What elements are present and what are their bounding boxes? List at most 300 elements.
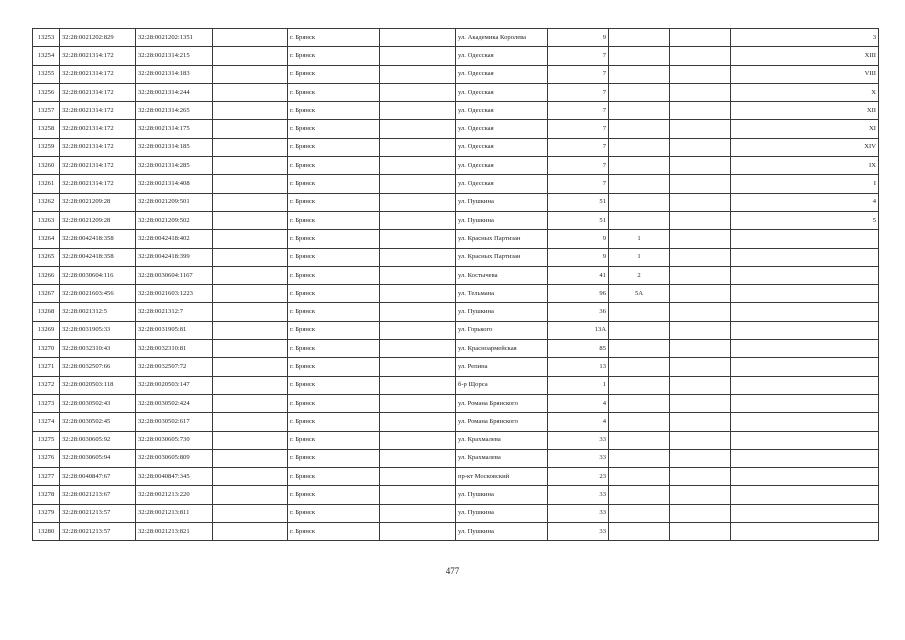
street-cell: ул. Одесская [456,102,548,120]
house-number-cell: 51 [548,193,609,211]
house-number-cell: 36 [548,303,609,321]
city-cell: г. Брянск [288,248,380,266]
city-cell: г. Брянск [288,102,380,120]
empty-cell [380,394,456,412]
empty-cell [670,175,731,193]
building-cell [609,83,670,101]
empty-cell [213,266,288,284]
object-number-cell: 32:28:0021314:265 [136,102,213,120]
building-cell [609,358,670,376]
apartment-cell [731,449,879,467]
apartment-cell: XIV [731,138,879,156]
apartment-cell [731,468,879,486]
table-row [33,413,879,431]
empty-cell [213,120,288,138]
object-number-cell: 32:28:0032507:72 [136,358,213,376]
empty-cell [213,83,288,101]
city-cell: г. Брянск [288,47,380,65]
building-cell [609,449,670,467]
apartment-cell: 4 [731,193,879,211]
empty-cell [670,321,731,339]
apartment-cell: IX [731,157,879,175]
parcel-number-cell: 32:28:0021213:57 [60,523,136,541]
street-cell: ул. Тельмана [456,285,548,303]
apartment-cell [731,413,879,431]
building-cell [609,321,670,339]
row-number-cell: 13268 [33,303,60,321]
row-number-cell: 13271 [33,358,60,376]
empty-cell [670,193,731,211]
house-number-cell: 7 [548,83,609,101]
table-body [33,29,879,541]
parcel-number-cell: 32:28:0042418:358 [60,230,136,248]
object-number-cell: 32:28:0042418:399 [136,248,213,266]
building-cell [609,523,670,541]
row-number-cell: 13274 [33,413,60,431]
empty-cell [670,248,731,266]
parcel-number-cell: 32:28:0021209:28 [60,193,136,211]
table-row [33,193,879,211]
table-row [33,138,879,156]
parcel-number-cell: 32:28:0030604:116 [60,266,136,284]
empty-cell [380,157,456,175]
table-row [33,486,879,504]
building-cell [609,468,670,486]
building-cell [609,193,670,211]
row-number-cell: 13270 [33,340,60,358]
empty-cell [670,303,731,321]
table-row [33,468,879,486]
house-number-cell: 33 [548,486,609,504]
building-cell: 5А [609,285,670,303]
row-number-cell: 13276 [33,449,60,467]
parcel-number-cell: 32:28:0021312:5 [60,303,136,321]
empty-cell [213,102,288,120]
apartment-cell: XIII [731,47,879,65]
street-cell: ул. Пушкина [456,486,548,504]
building-cell [609,211,670,229]
object-number-cell: 32:28:0021312:7 [136,303,213,321]
object-number-cell: 32:28:0021314:408 [136,175,213,193]
apartment-cell: I [731,175,879,193]
parcel-number-cell: 32:28:0021314:172 [60,65,136,83]
object-number-cell: 32:28:0020503:147 [136,376,213,394]
empty-cell [380,523,456,541]
empty-cell [380,285,456,303]
table-row [33,157,879,175]
row-number-cell: 13266 [33,266,60,284]
object-number-cell: 32:28:0021202:1351 [136,29,213,47]
street-cell: ул. Красных Партизан [456,248,548,266]
street-cell: ул. Крахмалева [456,449,548,467]
table-row [33,230,879,248]
house-number-cell: 23 [548,468,609,486]
empty-cell [213,376,288,394]
object-number-cell: 32:28:0021603:1223 [136,285,213,303]
building-cell [609,157,670,175]
parcel-number-cell: 32:28:0020503:118 [60,376,136,394]
street-cell: ул. Одесская [456,83,548,101]
parcel-number-cell: 32:28:0021213:57 [60,504,136,522]
house-number-cell: 7 [548,120,609,138]
empty-cell [213,47,288,65]
table-row [33,65,879,83]
row-number-cell: 13263 [33,211,60,229]
city-cell: г. Брянск [288,120,380,138]
table-row [33,248,879,266]
empty-cell [380,175,456,193]
empty-cell [213,175,288,193]
street-cell: б-р Щорса [456,376,548,394]
parcel-number-cell: 32:28:0040847:67 [60,468,136,486]
building-cell [609,120,670,138]
empty-cell [213,358,288,376]
street-cell: ул. Одесская [456,138,548,156]
empty-cell [670,468,731,486]
row-number-cell: 13258 [33,120,60,138]
building-cell [609,340,670,358]
apartment-cell [731,266,879,284]
empty-cell [380,230,456,248]
apartment-cell [731,285,879,303]
empty-cell [213,138,288,156]
building-cell [609,431,670,449]
empty-cell [213,340,288,358]
city-cell: г. Брянск [288,340,380,358]
building-cell [609,102,670,120]
house-number-cell: 1 [548,376,609,394]
object-number-cell: 32:28:0021314:183 [136,65,213,83]
building-cell: 2 [609,266,670,284]
row-number-cell: 13253 [33,29,60,47]
house-number-cell: 51 [548,211,609,229]
street-cell: ул. Костычева [456,266,548,284]
row-number-cell: 13267 [33,285,60,303]
street-cell: ул. Пушкина [456,211,548,229]
house-number-cell: 33 [548,449,609,467]
building-cell: 1 [609,230,670,248]
object-number-cell: 32:28:0030604:1167 [136,266,213,284]
row-number-cell: 13273 [33,394,60,412]
empty-cell [380,83,456,101]
building-cell [609,303,670,321]
apartment-cell: XII [731,102,879,120]
empty-cell [380,431,456,449]
apartment-cell [731,303,879,321]
street-cell: ул. Красных Партизан [456,230,548,248]
table-row [33,120,879,138]
city-cell: г. Брянск [288,486,380,504]
empty-cell [670,449,731,467]
table-row [33,523,879,541]
apartment-cell: XI [731,120,879,138]
empty-cell [670,29,731,47]
table-row [33,394,879,412]
house-number-cell: 7 [548,157,609,175]
building-cell [609,376,670,394]
table-row [33,321,879,339]
empty-cell [380,47,456,65]
parcel-number-cell: 32:28:0021213:67 [60,486,136,504]
empty-cell [380,303,456,321]
empty-cell [670,413,731,431]
street-cell: ул. Академика Королева [456,29,548,47]
city-cell: г. Брянск [288,211,380,229]
city-cell: г. Брянск [288,138,380,156]
row-number-cell: 13269 [33,321,60,339]
table-row [33,449,879,467]
row-number-cell: 13277 [33,468,60,486]
empty-cell [670,523,731,541]
apartment-cell: VIII [731,65,879,83]
apartment-cell [731,523,879,541]
apartment-cell: 5 [731,211,879,229]
building-cell [609,486,670,504]
city-cell: г. Брянск [288,376,380,394]
parcel-number-cell: 32:28:0021314:172 [60,102,136,120]
empty-cell [670,157,731,175]
empty-cell [380,65,456,83]
empty-cell [213,486,288,504]
empty-cell [670,358,731,376]
parcel-number-cell: 32:28:0021314:172 [60,83,136,101]
house-number-cell: 13А [548,321,609,339]
city-cell: г. Брянск [288,157,380,175]
city-cell: г. Брянск [288,321,380,339]
row-number-cell: 13255 [33,65,60,83]
city-cell: г. Брянск [288,358,380,376]
house-number-cell: 9 [548,29,609,47]
city-cell: г. Брянск [288,468,380,486]
parcel-number-cell: 32:28:0042418:358 [60,248,136,266]
object-number-cell: 32:28:0030605:730 [136,431,213,449]
apartment-cell [731,431,879,449]
object-number-cell: 32:28:0030502:617 [136,413,213,431]
row-number-cell: 13265 [33,248,60,266]
empty-cell [213,431,288,449]
row-number-cell: 13278 [33,486,60,504]
object-number-cell: 32:28:0032310:81 [136,340,213,358]
empty-cell [380,211,456,229]
empty-cell [670,211,731,229]
building-cell [609,175,670,193]
parcel-number-cell: 32:28:0021314:172 [60,120,136,138]
apartment-cell [731,248,879,266]
empty-cell [380,102,456,120]
row-number-cell: 13272 [33,376,60,394]
table-row [33,303,879,321]
object-number-cell: 32:28:0021314:175 [136,120,213,138]
empty-cell [380,248,456,266]
table-row [33,211,879,229]
empty-cell [213,504,288,522]
empty-cell [380,340,456,358]
table-row [33,358,879,376]
row-number-cell: 13256 [33,83,60,101]
table-row [33,431,879,449]
house-number-cell: 9 [548,248,609,266]
apartment-cell [731,504,879,522]
house-number-cell: 85 [548,340,609,358]
apartment-cell: X [731,83,879,101]
parcel-number-cell: 32:28:0021314:172 [60,138,136,156]
parcel-number-cell: 32:28:0030502:43 [60,394,136,412]
building-cell: 1 [609,248,670,266]
object-number-cell: 32:28:0031905:81 [136,321,213,339]
object-number-cell: 32:28:0021314:215 [136,47,213,65]
empty-cell [670,431,731,449]
empty-cell [670,65,731,83]
street-cell: ул. Красноармейская [456,340,548,358]
empty-cell [670,340,731,358]
house-number-cell: 7 [548,138,609,156]
parcel-number-cell: 32:28:0030605:92 [60,431,136,449]
object-number-cell: 32:28:0040847:345 [136,468,213,486]
street-cell: ул. Крахмалева [456,431,548,449]
empty-cell [380,504,456,522]
empty-cell [670,504,731,522]
empty-cell [380,193,456,211]
empty-cell [670,376,731,394]
building-cell [609,394,670,412]
page-number: 477 [445,566,460,576]
empty-cell [213,193,288,211]
empty-cell [213,413,288,431]
building-cell [609,29,670,47]
parcel-number-cell: 32:28:0021209:28 [60,211,136,229]
empty-cell [670,486,731,504]
table-row [33,83,879,101]
city-cell: г. Брянск [288,303,380,321]
empty-cell [213,157,288,175]
empty-cell [380,120,456,138]
table-row [33,266,879,284]
street-cell: ул. Одесская [456,65,548,83]
house-number-cell: 7 [548,175,609,193]
building-cell [609,65,670,83]
object-number-cell: 32:28:0021314:285 [136,157,213,175]
empty-cell [213,65,288,83]
row-number-cell: 13254 [33,47,60,65]
empty-cell [213,303,288,321]
empty-cell [670,266,731,284]
house-number-cell: 13 [548,358,609,376]
city-cell: г. Брянск [288,29,380,47]
apartment-cell [731,358,879,376]
empty-cell [380,449,456,467]
empty-cell [380,321,456,339]
city-cell: г. Брянск [288,175,380,193]
empty-cell [213,394,288,412]
empty-cell [213,211,288,229]
building-cell [609,138,670,156]
empty-cell [380,413,456,431]
empty-cell [380,358,456,376]
street-cell: ул. Романа Брянского [456,394,548,412]
city-cell: г. Брянск [288,504,380,522]
parcel-number-cell: 32:28:0032310:43 [60,340,136,358]
empty-cell [213,523,288,541]
house-number-cell: 7 [548,47,609,65]
city-cell: г. Брянск [288,83,380,101]
empty-cell [213,468,288,486]
empty-cell [380,486,456,504]
empty-cell [213,321,288,339]
house-number-cell: 33 [548,504,609,522]
apartment-cell [731,394,879,412]
city-cell: г. Брянск [288,193,380,211]
street-cell: ул. Одесская [456,120,548,138]
empty-cell [670,394,731,412]
registry-table [32,28,879,541]
building-cell [609,413,670,431]
table-row [33,102,879,120]
parcel-number-cell: 32:28:0030605:94 [60,449,136,467]
row-number-cell: 13280 [33,523,60,541]
empty-cell [670,83,731,101]
empty-cell [213,285,288,303]
object-number-cell: 32:28:0021314:185 [136,138,213,156]
city-cell: г. Брянск [288,431,380,449]
street-cell: ул. Пушкина [456,193,548,211]
parcel-number-cell: 32:28:0021202:829 [60,29,136,47]
empty-cell [213,248,288,266]
city-cell: г. Брянск [288,65,380,83]
city-cell: г. Брянск [288,230,380,248]
empty-cell [213,230,288,248]
empty-cell [670,230,731,248]
street-cell: ул. Пушкина [456,523,548,541]
street-cell: ул. Одесская [456,157,548,175]
house-number-cell: 4 [548,413,609,431]
empty-cell [380,29,456,47]
row-number-cell: 13257 [33,102,60,120]
table-row [33,376,879,394]
table-row [33,47,879,65]
parcel-number-cell: 32:28:0031905:33 [60,321,136,339]
street-cell: ул. Пушкина [456,303,548,321]
building-cell [609,504,670,522]
street-cell: пр-кт Московский [456,468,548,486]
table-row [33,285,879,303]
row-number-cell: 13262 [33,193,60,211]
house-number-cell: 96 [548,285,609,303]
apartment-cell [731,376,879,394]
street-cell: ул. Романа Брянского [456,413,548,431]
house-number-cell: 7 [548,65,609,83]
parcel-number-cell: 32:28:0021314:172 [60,175,136,193]
row-number-cell: 13261 [33,175,60,193]
object-number-cell: 32:28:0021213:821 [136,523,213,541]
house-number-cell: 33 [548,431,609,449]
row-number-cell: 13275 [33,431,60,449]
empty-cell [380,376,456,394]
house-number-cell: 7 [548,102,609,120]
empty-cell [380,138,456,156]
house-number-cell: 9 [548,230,609,248]
city-cell: г. Брянск [288,449,380,467]
table-row [33,175,879,193]
street-cell: ул. Одесская [456,175,548,193]
object-number-cell: 32:28:0030605:809 [136,449,213,467]
object-number-cell: 32:28:0021209:502 [136,211,213,229]
row-number-cell: 13279 [33,504,60,522]
row-number-cell: 13259 [33,138,60,156]
street-cell: ул. Одесская [456,47,548,65]
apartment-cell: 3 [731,29,879,47]
apartment-cell [731,230,879,248]
house-number-cell: 41 [548,266,609,284]
